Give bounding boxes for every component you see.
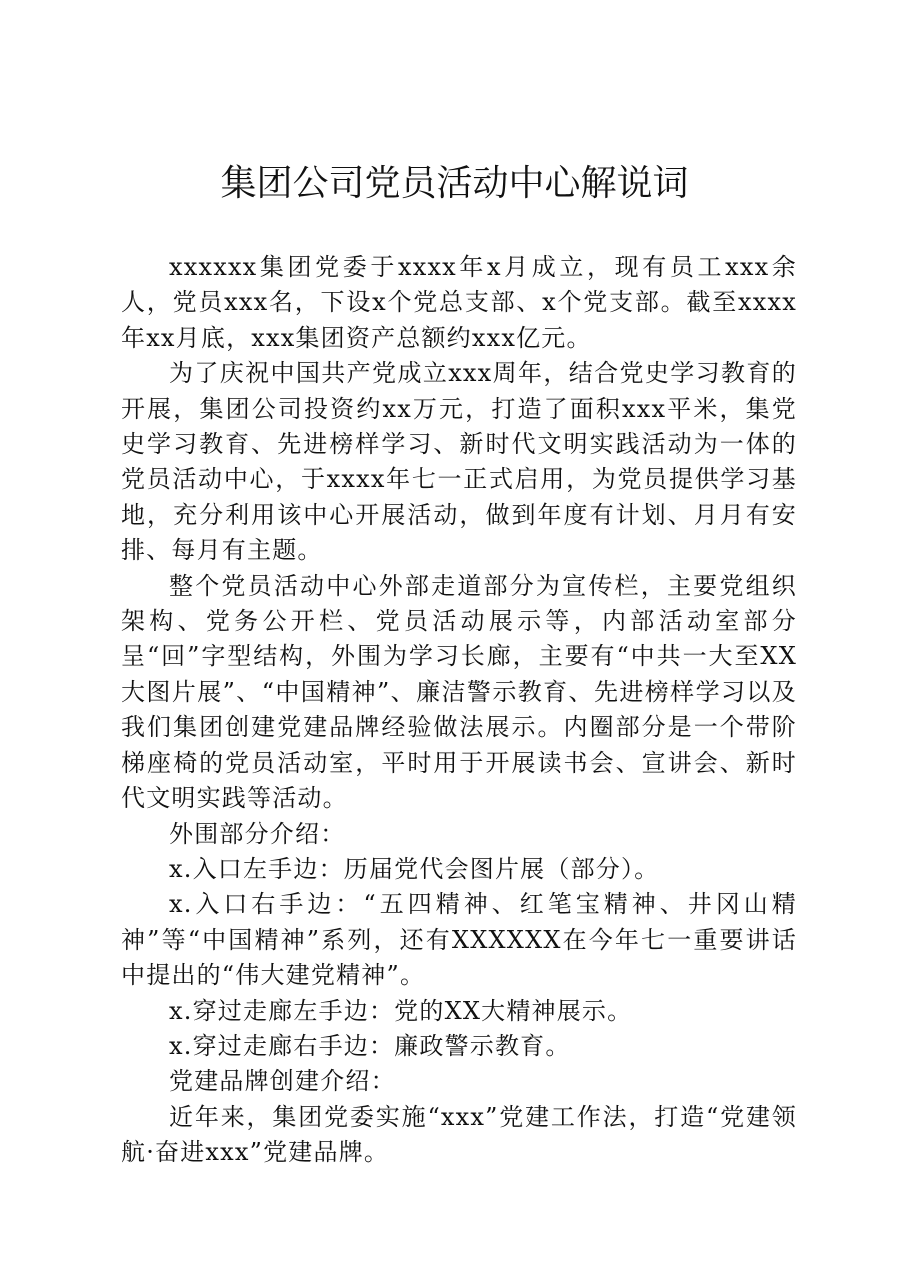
paragraph-entrance-left: x.入口左手边：历届党代会图片展（部分）。	[169, 854, 660, 883]
paragraph-entrance-right: x.入口右手边：“五四精神、红笔宝精神、井冈山精神”等“中国精神”系列，还有XXXXXX在今年七一重要讲话中提出的“伟大建党精神”。	[121, 890, 797, 990]
document-body	[121, 250, 797, 1171]
paragraph-outer-heading: 外围部分介绍：	[169, 819, 346, 848]
paragraph-brand-body: 近年来，集团党委实施“xxx”党建工作法，打造“党建领航·奋进xxx”党建品牌。	[121, 1102, 797, 1167]
paragraph-corridor-left: x.穿过走廊左手边：党的XX大精神展示。	[169, 996, 633, 1025]
paragraph-center-layout: 整个党员活动中心外部走道部分为宣传栏，主要党组织架构、党务公开栏、党员活动展示等，内部活动室部分呈“回”字型结构，外围为学习长廊，主要有“中共一大至XX大图片展”、“中国精神”、廉洁警示教育、先进榜样学习以及我们集团创建党建品牌经验做法展示。内圈部分是一个带阶梯座椅的党员活动室，平时用于开展读书会、宣讲会、新时代文明实践等活动。	[121, 571, 797, 813]
paragraph-intro: xxxxxx集团党委于xxxx年x月成立，现有员工xxx余人，党员xxx名，下设x个党总支部、x个党支部。截至xxxx年xx月底，xxx集团资产总额约xxx亿元。	[121, 253, 797, 352]
paragraph-corridor-right: x.穿过走廊右手边：廉政警示教育。	[169, 1031, 571, 1060]
paragraph-brand-heading: 党建品牌创建介绍：	[169, 1067, 396, 1096]
paragraph-center-construction: 为了庆祝中国共产党成立xxx周年，结合党史学习教育的开展，集团公司投资约xx万元，打造了面积xxx平米，集党史学习教育、先进榜样学习、新时代文明实践活动为一体的党员活动中心，于xxxx年七一正式启用，为党员提供学习基地，充分利用该中心开展活动，做到年度有计划、月月有安排、每月有主题。	[121, 359, 797, 565]
document-title: 集团公司党员活动中心解说词	[220, 163, 689, 204]
